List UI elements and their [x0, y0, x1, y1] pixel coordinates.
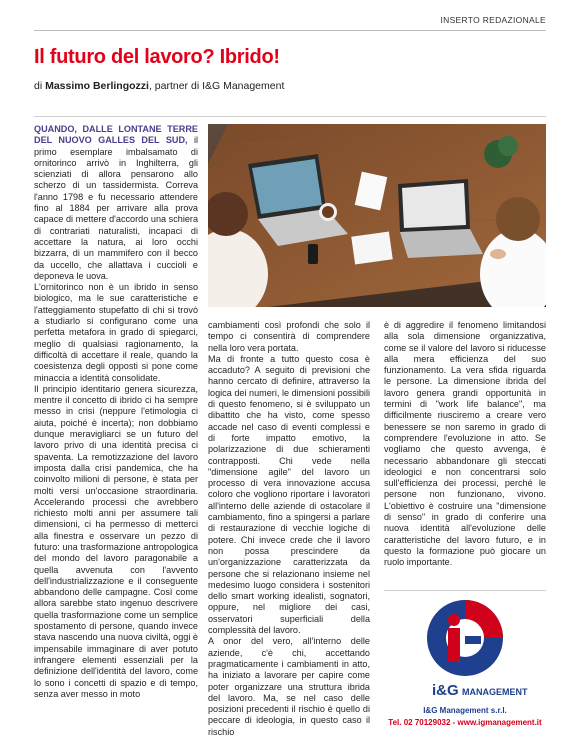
paragraph: Ma di fronte a tutto questo cosa è accaduto? A seguito di previsioni che hanno cercato di definire, attraverso la logica dei numeri, le dimensioni possibili di questo fenomeno, si è sviluppato un dibattito che ha visto, come spesso accade nel caso di eventi complessi e di forte impatto emotivo, la polarizzazione di due schieramenti contrapposti. Chi vede nella "dimensione agile" del lavoro un processo di vera innovazione accusa coloro che vogliono riportare i lavoratori all'interno delle aziende di ostacolare il cambiamento, fino a spingersi a parlare di restaurazione di vecchie logiche di potere. Chi invece crede che il lavoro non possa prescindere da un'organizzazione caratterizzata da persone che si relazionano insieme nel medesimo luogo considera i sostenitori dello smart working idealisti, sognatori, oppure, nel migliore dei casi, osservatori superficiali della complessità del lavoro. [208, 353, 370, 636]
logo-wordmark: i&G [432, 682, 459, 699]
ig-logo-mark [384, 598, 546, 704]
lead-caps: QUANDO, DALLE LONTANE TERRE DEL NUOVO GALLES DEL SUD, [34, 124, 198, 146]
paragraph: Il principio identitario genera sicurezza, mentre il concetto di ibrido ci ha sempre messo in crisi (neppure l'etimologia ci aiuta, poiché è incerta); non dobbiamo dunque meravigliarci se un futuro del lavoro privo di una identità precisa ci spaventa. La remotizzazione del lavoro imposta dalla crisi pandemica, che ha coinvolto milioni di persone, è stata per molti versi un'occasione straordinaria. Accelerando processi che avrebbero richiesto molti anni per assumere tali dimensioni, ci ha permesso di metterci alla finestra e osservare un pezzo di futuro: una trasformazione antropologica del mondo del lavoro paragonabile a quella avvenuta con l'avvento dell'industrializzazione e il conseguente abbandono delle campagne. Così come allora sarebbe stato ingenuo descrivere quella trasformazione come un semplice spostamento di persone, quando invece stava nascendo una nuova civiltà, oggi è impensabile immaginare di aver potuto infrangere elementi essenziali per la definizione dell'identità del lavoro, come lo sono i concetti di spazio e di tempo, senza aver messo in moto [34, 383, 198, 699]
byline-suffix: , partner di I&G Management [148, 80, 285, 92]
section-label: INSERTO REDAZIONALE [440, 15, 546, 25]
company-contact: Tel. 02 70129032 - www.igmanagement.it [388, 718, 542, 727]
paragraph [34, 124, 198, 282]
company-name: I&G Management s.r.l. [423, 706, 507, 715]
paragraph: cambiamenti così profondi che solo il tempo ci consentirà di comprendere nella loro vera portata. [208, 320, 370, 353]
article-column-3 [384, 320, 546, 569]
header-divider [34, 30, 546, 31]
paragraph: A onor del vero, all'interno delle aziende, c'è chi, accettando pragmaticamente i cambiamenti in atto, ha iniziato a lavorare per capire come poter organizzare una struttura ibrida del lavoro. Ma, se nel caso delle posizioni precedenti il rischio è quello di peccare di ideologia, in questo caso il rischio [208, 636, 370, 737]
logo-wordmark-sub: MANAGEMENT [462, 687, 528, 697]
logo-divider [384, 590, 546, 591]
author-name: Massimo Berlingozzi [45, 80, 149, 92]
article-column-2 [208, 320, 370, 738]
paragraph-text: il primo esemplare imbalsamato di ornitorinco arrivò in Inghilterra, gli scienziati di allora pensarono allo scherzo di un tassidermista. Correva l'anno 1798 e fu necessario attendere fino al 1884 per arrivare alla prova capace di mettere d'accordo una schiera di contrariati naturalisti, incapaci di accettare la natura, ai loro occhi bizzarra, di un mammifero con il becco da uccello, che allattava i cuccioli e deponeva le uova. [34, 135, 198, 281]
paragraph: è di aggredire il fenomeno limitandosi alla sola dimensione organizzativa, come se il valore del lavoro si riducesse alla mera efficienza del suo funzionamento. La vera sfida riguarda le persone. La dimensione ibrida del lavoro genera grandi opportunità in termini di "work life balance", ma difficilmente riusciremo a creare vero benessere se non saremo in grado di comprendere l'evoluzione in atto. Se vogliamo che questo avvenga, è necessario abbandonare gli steccati ideologici e non concentrarsi solo sull'efficienza dei processi, perché le persone non funzionano, vivono. L'obiettivo è costruire una "dimensione di senso" in grado di conferire una nuova identità all'evoluzione delle caratteristiche del lavoro futuro, e in questo la formazione può giocare un ruolo importante. [384, 320, 546, 568]
photo-illustration [208, 124, 546, 307]
title-divider [34, 116, 546, 117]
byline-prefix: di [34, 80, 46, 92]
article-column-1 [34, 124, 198, 700]
byline [34, 80, 284, 92]
paragraph: L'ornitorinco non è un ibrido in senso biologico, ma le sue caratteristiche e l'atteggiamento stupefatto di chi si trovò a studiarlo si configurano come una perfetta metafora in grado di spiegarci, meglio di qualsiasi ragionamento, la difficoltà di accettare il reale, quando la coesistenza degli opposti si pone come minaccia a identità consolidate. [34, 282, 198, 383]
article-photo [208, 124, 546, 307]
article-title: Il futuro del lavoro? Ibrido! [34, 46, 280, 68]
